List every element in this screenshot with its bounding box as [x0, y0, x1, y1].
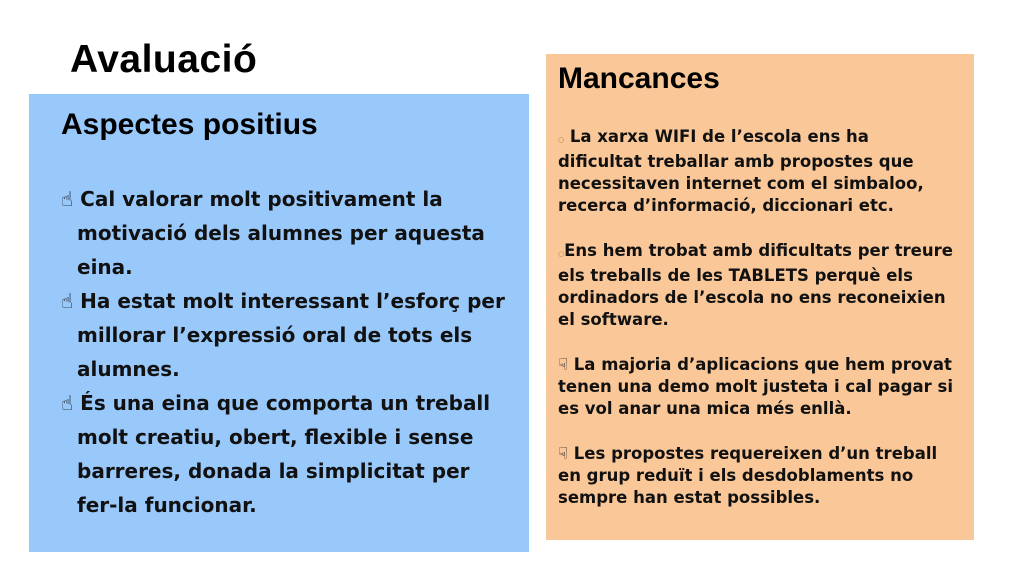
mancances-panel	[546, 54, 974, 540]
positives-heading: Aspectes positius	[61, 108, 318, 141]
mancanca-item	[558, 240, 958, 331]
positive-item-text: Ha estat molt interessant l’esforç per millorar l’expressió oral de tots els alumnes.	[77, 289, 505, 381]
positive-item	[61, 284, 509, 386]
thumbs-up-icon: ☝	[61, 289, 74, 313]
thumbs-down-icon: ☟	[558, 444, 569, 463]
mancanca-item-text: Les propostes requereixen d’un treball en grup reduït i els desdoblaments no sempre han estat possibles.	[558, 444, 938, 507]
mancanca-item-text: Ens hem trobat amb dificultats per treure els treballs de les TABLETS perquè els ordinadors de l’escola no ens reconeixien el software.	[558, 241, 953, 329]
thumbs-up-icon: ☝	[61, 187, 74, 211]
mancanca-item	[558, 354, 958, 420]
circle-bullet-icon: ○	[558, 136, 565, 144]
positive-item	[61, 182, 509, 284]
mancanca-item	[558, 126, 958, 217]
circle-bullet-icon: ○	[558, 250, 565, 258]
positive-item-text: És una eina que comporta un treball molt creatiu, obert, flexible i sense barreres, donada la simplicitat per fer-la funcionar.	[77, 391, 491, 517]
slide-title: Avaluació	[70, 38, 258, 81]
mancances-heading: Mancances	[558, 62, 720, 95]
mancanca-item	[558, 443, 958, 509]
thumbs-down-icon: ☟	[558, 355, 569, 374]
mancanca-item-text: La xarxa WIFI de l’escola ens ha dificultat treballar amb propostes que necessitaven internet com el simbaloo, recerca d’informació, diccionari etc.	[558, 127, 924, 215]
positive-item-text: Cal valorar molt positivament la motivació dels alumnes per aquesta eina.	[77, 187, 485, 279]
positives-panel	[29, 94, 529, 552]
positive-item	[61, 386, 509, 522]
mancanca-item-text: La majoria d’aplicacions que hem provat tenen una demo molt justeta i cal pagar si es vol anar una mica més enllà.	[558, 355, 954, 418]
thumbs-up-icon: ☝	[61, 391, 74, 415]
